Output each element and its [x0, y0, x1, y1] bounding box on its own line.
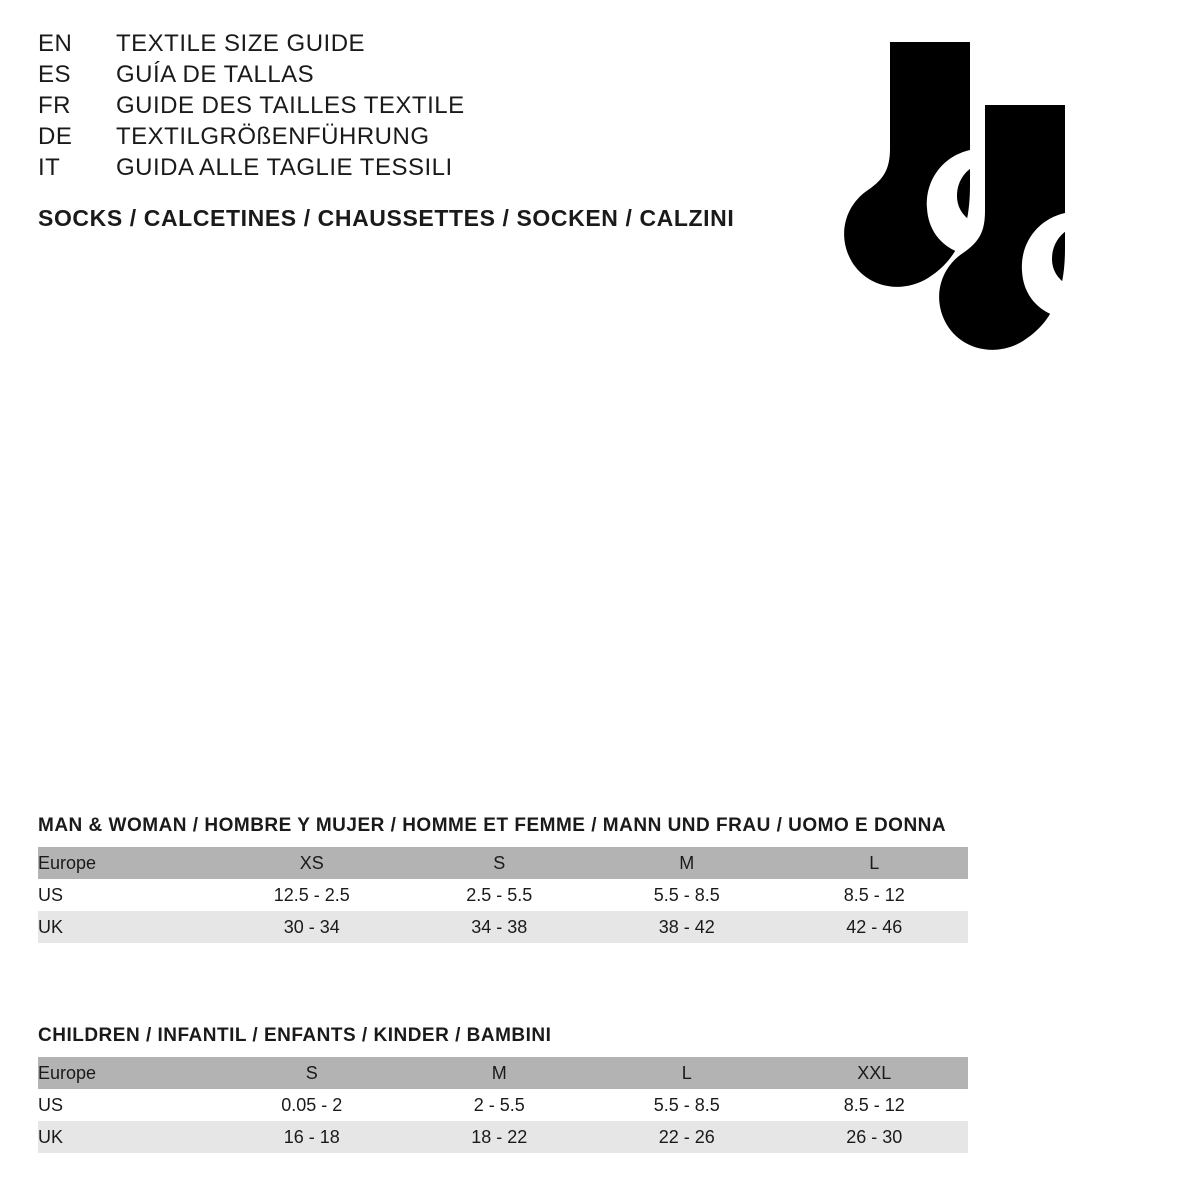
language-code: EN [38, 30, 73, 57]
row-label: US [38, 879, 218, 911]
table-cell: 38 - 42 [593, 911, 781, 943]
table-cell: 8.5 - 12 [781, 1089, 969, 1121]
table-cell: 5.5 - 8.5 [593, 1089, 781, 1121]
table-cell: 30 - 34 [218, 911, 406, 943]
table-cell: 0.05 - 2 [218, 1089, 406, 1121]
row-label: Europe [38, 847, 218, 879]
language-title: TEXTILGRÖßENFÜHRUNG [116, 123, 430, 150]
adult-size-table [38, 847, 968, 943]
table-row [38, 847, 968, 879]
children-size-table [38, 1057, 968, 1153]
language-row-it [38, 154, 798, 185]
language-row-es [38, 61, 798, 92]
product-type-line: SOCKS / CALCETINES / CHAUSSETTES / SOCKEN / CALZINI [38, 205, 735, 231]
size-guide-header [38, 30, 798, 232]
column-header: XS [218, 847, 406, 879]
table-cell: 42 - 46 [781, 911, 969, 943]
language-code: FR [38, 92, 71, 119]
table-row [38, 879, 968, 911]
row-label: UK [38, 911, 218, 943]
table-row [38, 911, 968, 943]
row-label: UK [38, 1121, 218, 1153]
column-header: XXL [781, 1057, 969, 1089]
row-label: US [38, 1089, 218, 1121]
table-cell: 12.5 - 2.5 [218, 879, 406, 911]
language-row-fr [38, 92, 798, 123]
column-header: L [781, 847, 969, 879]
row-label: Europe [38, 1057, 218, 1089]
table-cell: 2.5 - 5.5 [406, 879, 594, 911]
adult-table-title: MAN & WOMAN / HOMBRE Y MUJER / HOMME ET FEMME / MANN UND FRAU / UOMO E DONNA [38, 815, 947, 836]
table-row [38, 1057, 968, 1089]
table-cell: 18 - 22 [406, 1121, 594, 1153]
adult-size-block [38, 815, 968, 943]
column-header: S [406, 847, 594, 879]
table-cell: 5.5 - 8.5 [593, 879, 781, 911]
table-row [38, 1089, 968, 1121]
column-header: S [218, 1057, 406, 1089]
table-cell: 26 - 30 [781, 1121, 969, 1153]
column-header: M [406, 1057, 594, 1089]
table-cell: 34 - 38 [406, 911, 594, 943]
language-row-en [38, 30, 798, 61]
table-cell: 8.5 - 12 [781, 879, 969, 911]
language-code: IT [38, 154, 61, 181]
table-cell: 16 - 18 [218, 1121, 406, 1153]
language-code: ES [38, 61, 72, 88]
socks-icon [844, 42, 1077, 350]
language-title: TEXTILE SIZE GUIDE [116, 30, 366, 57]
socks-illustration [810, 30, 1140, 360]
table-cell: 2 - 5.5 [406, 1089, 594, 1121]
language-row-de [38, 123, 798, 154]
children-table-title: CHILDREN / INFANTIL / ENFANTS / KINDER / BAMBINI [38, 1025, 552, 1046]
language-title: GUÍA DE TALLAS [116, 61, 315, 88]
language-title: GUIDE DES TAILLES TEXTILE [116, 92, 465, 119]
table-cell: 22 - 26 [593, 1121, 781, 1153]
table-row [38, 1121, 968, 1153]
language-code: DE [38, 123, 73, 150]
column-header: M [593, 847, 781, 879]
language-title: GUIDA ALLE TAGLIE TESSILI [116, 154, 453, 181]
children-size-block [38, 1025, 968, 1153]
column-header: L [593, 1057, 781, 1089]
